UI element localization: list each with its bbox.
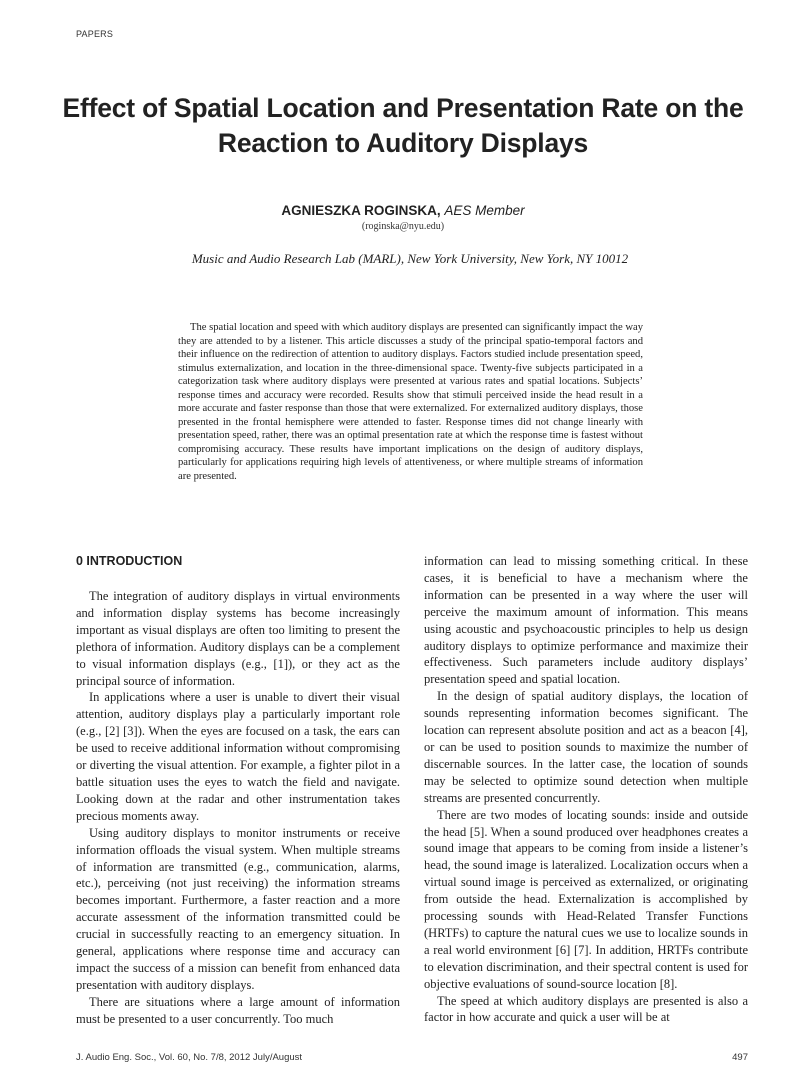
author-email: (roginska@nyu.edu) xyxy=(361,221,445,232)
author-membership: AES Member xyxy=(444,203,525,218)
journal-citation: J. Audio Eng. Soc., Vol. 60, No. 7/8, 2012 July/August xyxy=(76,1052,303,1063)
body-paragraph: Using auditory displays to monitor instruments or receive information offloads the visual system. When multiple streams of information are transmitted (e.g., communication, alarms, etc.), perceiving (not just receiving) the information streams becomes important. Furthermore, a faster reaction and a more accurate assessment of the information transmitted could be crucial in successfully reacting to an emergency situation. In general, applications where response time and accuracy can impact the success of a mission can benefit from enhanced data presentation with auditory displays. xyxy=(76,825,400,992)
author-line xyxy=(0,203,806,218)
author-name: AGNIESZKA ROGINSKA, xyxy=(281,203,441,218)
body-paragraph: In the design of spatial auditory displays, the location of sounds representing information becomes significant. The location can represent absolute position and act as a beacon [4], or can be used to position sounds to maximize the number of discernable sources. In the latter case, the location of sounds may be selected to optimize sound detection when multiple streams are presented concurrently. xyxy=(424,689,748,805)
section-heading: 0 INTRODUCTION xyxy=(76,554,183,568)
paper-title: Effect of Spatial Location and Presentation Rate on the Reaction to Auditory Displays xyxy=(62,93,744,158)
running-head: PAPERS xyxy=(76,29,114,39)
body-paragraph: In applications where a user is unable to divert their visual attention, auditory displays play a particularly important role (e.g., [2] [3]). When the eyes are focused on a task, the ears can be used to receive additional information without compromising or diverting the visual attention. For example, a fighter pilot in a battle situation uses the eyes to watch the field and navigate. Looking down at the radar and other instrumentation takes precious moments away. xyxy=(76,690,400,823)
body-paragraph-continued: information can lead to missing something critical. In these cases, it is beneficial to have a mechanism where the information can be presented in a way where the user will perceive the maximum amount of information. This means using acoustic and psychoacoustic principles to help us design auditory displays to optimize performance and maximize their effectiveness. Such parameters include auditory displays’ presentation speed and spatial location. xyxy=(424,554,748,687)
body-paragraph: There are two modes of locating sounds: inside and outside the head [5]. When a sound produced over headphones creates a sound image that appears to be coming from inside a listener’s head, the sound image is lateralized. Localization occurs when a virtual sound image is perceived as externalized, or originating from outside the head. Externalization is accomplished by processing sounds with Head-Related Transfer Functions (HRTFs) to capture the natural cues we use to localize sounds in a real world environment [6] [7]. In addition, HRTFs contribute to elevation discrimination, and their spectral content is used for objective evaluations of sound-source location [8]. xyxy=(424,807,748,991)
body-paragraph: There are situations where a large amount of information must be presented to a user concurrently. Too much xyxy=(76,994,400,1026)
page-number: 497 xyxy=(732,1052,748,1063)
abstract: The spatial location and speed with which auditory displays are presented can significantly impact the way they are attended to by a listener. This article discusses a study of the principal spatio-temporal factors and their influence on the redirection of attention to auditory displays. Factors studied include presentation speed, stimulus externalization, and location in the three-dimensional space. Twenty-five subjects participated in a categorization task where auditory displays were presented at various rates and spatial locations. Subjects’ response times and accuracy were recorded. Results show that stimuli perceived inside the head result in a more accurate and faster response than those that were externalized. For externalized auditory displays, those presented in the frontal hemisphere were attended to faster. Response times did not change linearly with presentation speed, rather, there was an optimal presentation rate at which the response time is fastest without compromising accuracy. These results have important implications on the design of auditory displays, particularly for applications requiring high levels of attentiveness, or where multiple streams of information are presented. xyxy=(178,322,643,482)
author-affiliation: Music and Audio Research Lab (MARL), New York University, New York, NY 10012 xyxy=(191,251,629,266)
body-paragraph: The speed at which auditory displays are presented is also a factor in how accurate and quick a user will be at xyxy=(424,993,748,1025)
left-column xyxy=(76,553,400,1028)
right-column xyxy=(424,553,748,1026)
body-paragraph: The integration of auditory displays in virtual environments and information display systems has become increasingly important as visual displays are often too limiting to present the plethora of information. Auditory displays can be a complement to visual information displays (e.g., [1]), or they act as the principal source of information. xyxy=(76,589,400,688)
